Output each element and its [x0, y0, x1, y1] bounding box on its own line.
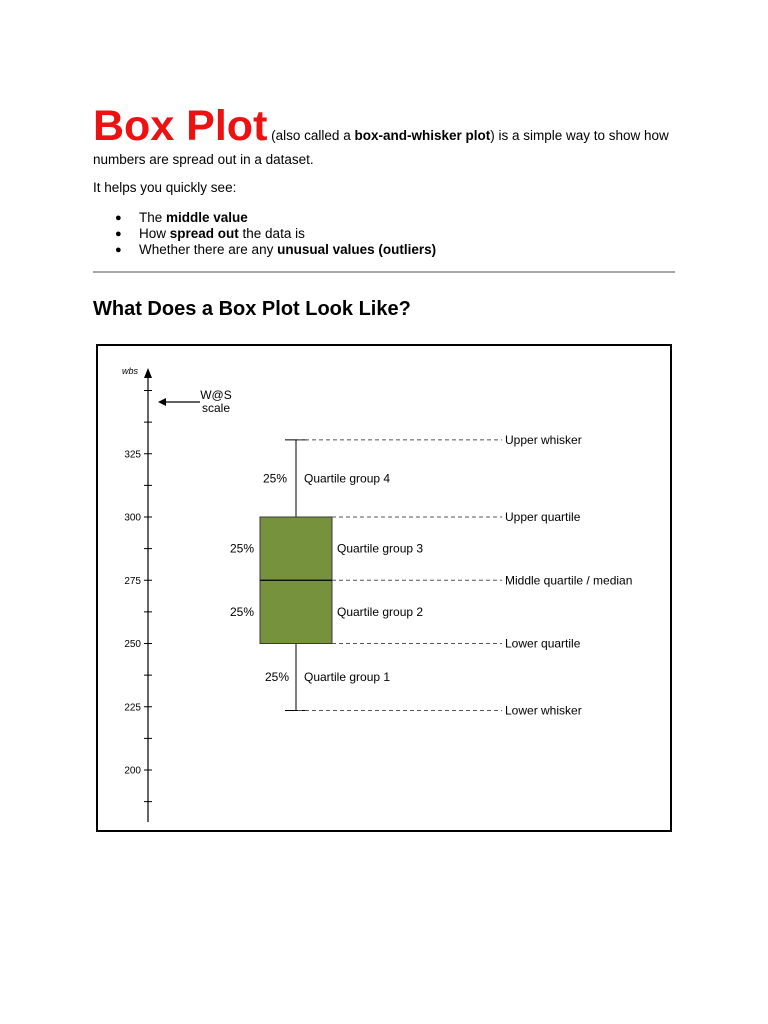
bullet-icon: ● — [115, 244, 122, 256]
bullet-list — [93, 210, 436, 258]
intro-text-a: (also called a — [267, 128, 355, 143]
y-axis-label: wbs — [121, 366, 138, 376]
percent-label: 25% — [262, 471, 287, 486]
box-plot-figure — [96, 344, 672, 832]
percent-label: 25% — [229, 541, 254, 556]
scale-pointer-arrow-icon — [158, 398, 166, 406]
bullet-icon: ● — [115, 228, 122, 240]
y-axis-arrow-icon — [144, 368, 152, 378]
page-title: Box Plot — [93, 102, 268, 150]
y-tick-label: 200 — [124, 765, 141, 777]
upper-whisker-callout: Upper whisker — [505, 432, 582, 447]
bullet-icon: ● — [115, 212, 122, 224]
quartile-group-label: Quartile group 1 — [304, 670, 391, 685]
quartile-group-label: Quartile group 2 — [337, 604, 424, 619]
scale-note-text: scale — [201, 401, 231, 415]
helps-line: It helps you quickly see: — [93, 180, 237, 195]
scale-note-text: W@S — [200, 388, 232, 402]
quartile-group-label: Quartile group 4 — [304, 471, 391, 486]
lower-whisker-callout: Lower whisker — [505, 703, 582, 718]
lower-quartile-callout: Lower quartile — [505, 636, 581, 651]
y-tick-label: 225 — [124, 702, 141, 714]
list-item: ● The middle value — [115, 210, 248, 225]
box-plot-chart — [98, 346, 670, 830]
section-heading: What Does a Box Plot Look Like? — [93, 298, 411, 320]
horizontal-divider — [93, 271, 675, 273]
intro-text-bold: box-and-whisker plot — [354, 128, 491, 143]
quartile-group-label: Quartile group 3 — [337, 541, 424, 556]
intro-text-b: ) is a simple way to show how numbers are spread out in a dataset. — [93, 128, 669, 167]
y-tick-label: 300 — [124, 512, 141, 524]
y-tick-label: 325 — [124, 449, 141, 461]
upper-quartile-callout: Upper quartile — [505, 510, 581, 524]
y-tick-label: 275 — [124, 575, 141, 587]
list-item: ● How spread out the data is — [115, 226, 305, 241]
list-item: ● Whether there are any unusual values (outliers) — [115, 242, 437, 257]
percent-label: 25% — [264, 670, 289, 685]
percent-label: 25% — [229, 604, 254, 619]
intro-paragraph — [93, 103, 683, 170]
y-tick-label: 250 — [124, 639, 141, 650]
median-callout: Middle quartile / median — [505, 573, 633, 588]
